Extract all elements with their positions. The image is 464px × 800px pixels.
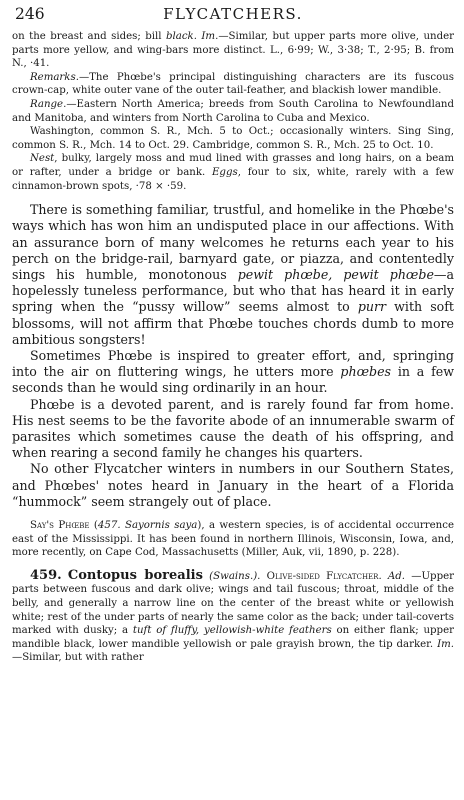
body-paragraph-3: Phœbe is a devoted parent, and is rarely found far from home. His nest seems to be the favorite abode of an innumerable swarm of parasites which sometimes cause the death of his offspring, and when rearing a second family he changes his quarters. <box>12 396 454 461</box>
body-paragraph-1: There is something familiar, trustful, and homelike in the Phœbe's ways which has won him an undisputed place in our affections. With an assurance born of many welcomes he returns each year to his perch on the bridge-rail, barnyard gate, or piazza, and contentedly sings his humble, monotonous pewit phœbe, pewit phœbe—a hopelessly tuneless performance, but who that has heard it in early spring when the “pussy willow” seems almost to purr with soft blossoms, will not affirm that Phœbe touches chords dumb to more ambitious songsters! <box>12 202 455 347</box>
entry-number: 459. <box>30 567 62 583</box>
nest-paragraph: Nest, bulky, largely moss and mud lined with grasses and long hairs, on a beam or rafter, under a bridge or bank. Eggs, four to six, white, rarely with a few cinnamon-brown spots, ·78 × ·59. <box>12 153 454 192</box>
phoebe-description-continued: on the breast and sides; bill black. Im.—Similar, but upper parts more olive, under parts more yellow, and wing-bars more distinct. L., 6·99; W., 3·38; T., 2·95; B. from N., ·41. <box>12 31 455 70</box>
running-title: FLYCATCHERS. <box>163 5 303 23</box>
body-paragraph-2: Sometimes Phœbe is inspired to greater effort, and, springing into the air on fluttering wings, he utters more phœbes in a few seconds than he would sing ordinarily in an hour. <box>12 347 454 396</box>
scientific-name: Contopus borealis <box>67 567 203 583</box>
range-paragraph: Range.—Eastern North America; breeds from South Carolina to Newfoundland and Manitoba, and winters from North Carolina to Cuba and Mexico. <box>12 98 454 124</box>
species-entry-459: 459. Contopus borealis (Swains.). Olive-sided Flycatcher. Ad. —Upper parts between fuscous and dark olive; wings and tail fuscous; throat, middle of the belly, and generally a narrow line on the center of the breast white or yellowish white; rest of the under parts of nearly the same color as the back; under tail-coverts marked with dusky; a tuft of fluffy, yellowish-white feathers on either flank; upper mandible black, lower mandible yellowish or pale grayish brown, the tip darker. Im.—Similar, but with rather <box>12 567 454 664</box>
says-phoebe-name: Say's Phœbe <box>30 519 90 531</box>
says-phoebe-note: Say's Phœbe (457. Sayornis saya), a western species, is of accidental occurrence east of the Mississippi. It has been found in northern Illinois, Wisconsin, Iowa, and, more recently, on Cape Cod, Massachusetts (Miller, Auk, vii, 1890, p. 228). <box>12 519 454 559</box>
page-header <box>12 0 454 30</box>
body-paragraph-4: No other Flycatcher winters in numbers in our Southern States, and Phœbes' notes heard in January in the heart of a Florida “hummock” seem strangely out of place. <box>12 461 454 509</box>
eggs-label: Eggs <box>212 166 238 178</box>
common-name: Olive-sided Flycatcher. <box>266 570 382 582</box>
song-phrase: pewit phœbe, pewit phœbe <box>237 266 434 282</box>
remarks-paragraph: Remarks.—The Phœbe's principal distinguishing characters are its fuscous crown-cap, white outer vane of the outer tail-feather, and blackish lower mandible. <box>12 71 454 97</box>
range-label: Range. <box>30 98 67 110</box>
remarks-label: Remarks. <box>30 71 79 83</box>
page-number: 246 <box>15 5 45 23</box>
nest-label: Nest <box>30 153 55 165</box>
localities-paragraph: Washington, common S. R., Mch. 5 to Oct.; occasionally winters. Sing Sing, common S. R., Mch. 14 to Oct. 29. Cambridge, common S. R., Mch. 25 to Oct. 10. <box>12 126 454 151</box>
